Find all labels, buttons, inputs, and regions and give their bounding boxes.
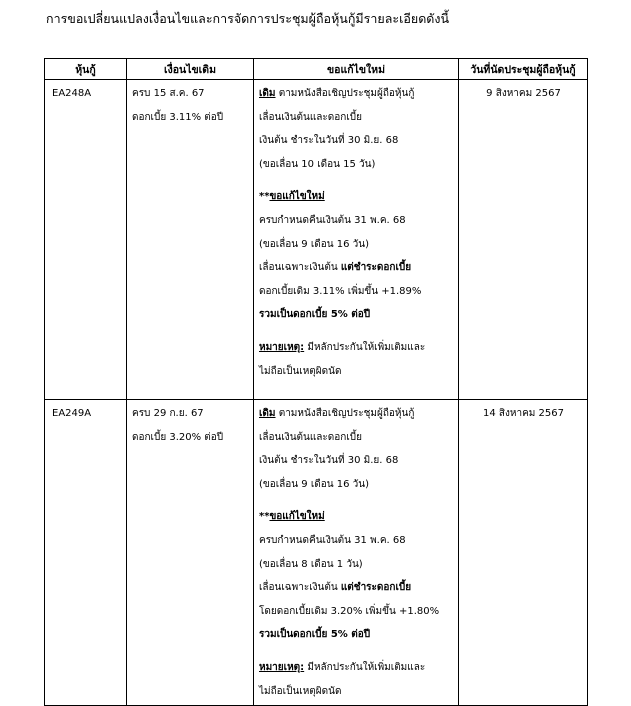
header-meeting-date: วันที่นัดประชุมผู้ถือหุ้นกู้ — [459, 59, 588, 80]
original-plan-text: ตามหนังสือเชิญประชุมผู้ถือหุ้นกู้ — [275, 88, 415, 99]
new-plan-principal-line — [259, 576, 454, 600]
original-interest: ดอกเบี้ย 3.11% ต่อปี — [132, 111, 224, 123]
new-plan-interest-increase: ดอกเบี้ยเดิม 3.11% เพิ่มขึ้น +1.89% — [259, 285, 422, 297]
original-maturity: ครบ 15 ส.ค. 67 — [132, 88, 205, 99]
new-plan-interest-pay: แต่ชำระดอกเบี้ย — [340, 582, 412, 594]
note-label: หมายเหตุ: — [259, 341, 305, 353]
original-plan-label: เดิม — [259, 88, 276, 99]
new-plan-heading — [259, 185, 454, 209]
note-detail: ไม่ถือเป็นเหตุผิดนัด — [259, 685, 342, 697]
bond-code: EA248A — [52, 88, 92, 99]
new-plan-delay: (ขอเลื่อน 9 เดือน 16 วัน) — [259, 238, 370, 250]
new-plan-interest-increase: โดยดอกเบี้ยเดิม 3.20% เพิ่มขึ้น +1.80% — [259, 605, 440, 617]
new-plan-principal: เลื่อนเฉพาะเงินต้น — [259, 582, 341, 594]
table-row — [45, 80, 588, 400]
new-plan-prefix: ** — [259, 191, 270, 203]
new-plan-heading — [259, 505, 454, 529]
new-terms-cell — [254, 400, 459, 706]
original-plan-detail: เลื่อนเงินต้นและดอกเบี้ย — [259, 431, 362, 443]
original-plan-delay: (ขอเลื่อน 10 เดือน 15 วัน) — [259, 158, 376, 170]
meeting-date-cell — [459, 80, 588, 400]
new-plan-label: ขอแก้ไขใหม่ — [269, 511, 325, 523]
meeting-date-cell — [459, 400, 588, 706]
meeting-date: 14 สิงหาคม 2567 — [482, 408, 564, 419]
original-terms-cell — [127, 400, 254, 706]
original-terms-cell — [127, 80, 254, 400]
new-plan-label: ขอแก้ไขใหม่ — [269, 191, 325, 203]
table-header-row — [45, 59, 588, 80]
new-terms-cell — [254, 80, 459, 400]
note-detail: ไม่ถือเป็นเหตุผิดนัด — [259, 365, 342, 377]
meeting-date: 9 สิงหาคม 2567 — [486, 88, 561, 99]
original-interest: ดอกเบี้ย 3.20% ต่อปี — [132, 431, 224, 443]
new-plan-delay: (ขอเลื่อน 8 เดือน 1 วัน) — [259, 558, 363, 570]
new-plan-principal: เลื่อนเฉพาะเงินต้น — [259, 262, 341, 274]
new-plan-interest-pay: แต่ชำระดอกเบี้ย — [340, 262, 412, 274]
header-bond: หุ้นกู้ — [45, 59, 127, 80]
bond-code-cell — [45, 400, 127, 706]
new-plan-maturity: ครบกำหนดคืนเงินต้น 31 พ.ค. 68 — [259, 534, 406, 546]
new-plan-principal-line — [259, 256, 454, 280]
note-text: มีหลักประกันให้เพิ่มเติมและ — [304, 661, 426, 673]
note-line — [259, 656, 454, 680]
table-row — [45, 400, 588, 706]
header-original-terms: เงื่อนไขเดิม — [127, 59, 254, 80]
new-plan-prefix: ** — [259, 511, 270, 523]
new-plan-total-interest: รวมเป็นดอกเบี้ย 5% ต่อปี — [259, 629, 371, 641]
header-new-terms: ขอแก้ไขใหม่ — [254, 59, 459, 80]
original-plan-text: ตามหนังสือเชิญประชุมผู้ถือหุ้นกู้ — [275, 408, 415, 419]
original-plan-principal: เงินต้น ชำระในวันที่ 30 มิ.ย. 68 — [259, 135, 399, 147]
page-title: การขอเปลี่ยนแปลงเงื่อนไขและการจัดการประชุมผู้ถือหุ้นกู้มีรายละเอียดดังนี้ — [46, 11, 450, 26]
original-maturity: ครบ 29 ก.ย. 67 — [132, 408, 204, 419]
original-plan-line — [259, 82, 454, 106]
new-plan-maturity: ครบกำหนดคืนเงินต้น 31 พ.ค. 68 — [259, 214, 406, 226]
original-plan-label: เดิม — [259, 408, 276, 419]
bond-table — [44, 58, 588, 706]
original-plan-detail: เลื่อนเงินต้นและดอกเบี้ย — [259, 111, 362, 123]
original-plan-line — [259, 402, 454, 426]
original-plan-delay: (ขอเลื่อน 9 เดือน 16 วัน) — [259, 478, 370, 490]
bond-code: EA249A — [52, 408, 92, 419]
new-plan-total-interest: รวมเป็นดอกเบี้ย 5% ต่อปี — [259, 309, 371, 321]
bond-code-cell — [45, 80, 127, 400]
note-text: มีหลักประกันให้เพิ่มเติมและ — [304, 341, 426, 353]
note-label: หมายเหตุ: — [259, 661, 305, 673]
original-plan-principal: เงินต้น ชำระในวันที่ 30 มิ.ย. 68 — [259, 455, 399, 467]
note-line — [259, 336, 454, 360]
